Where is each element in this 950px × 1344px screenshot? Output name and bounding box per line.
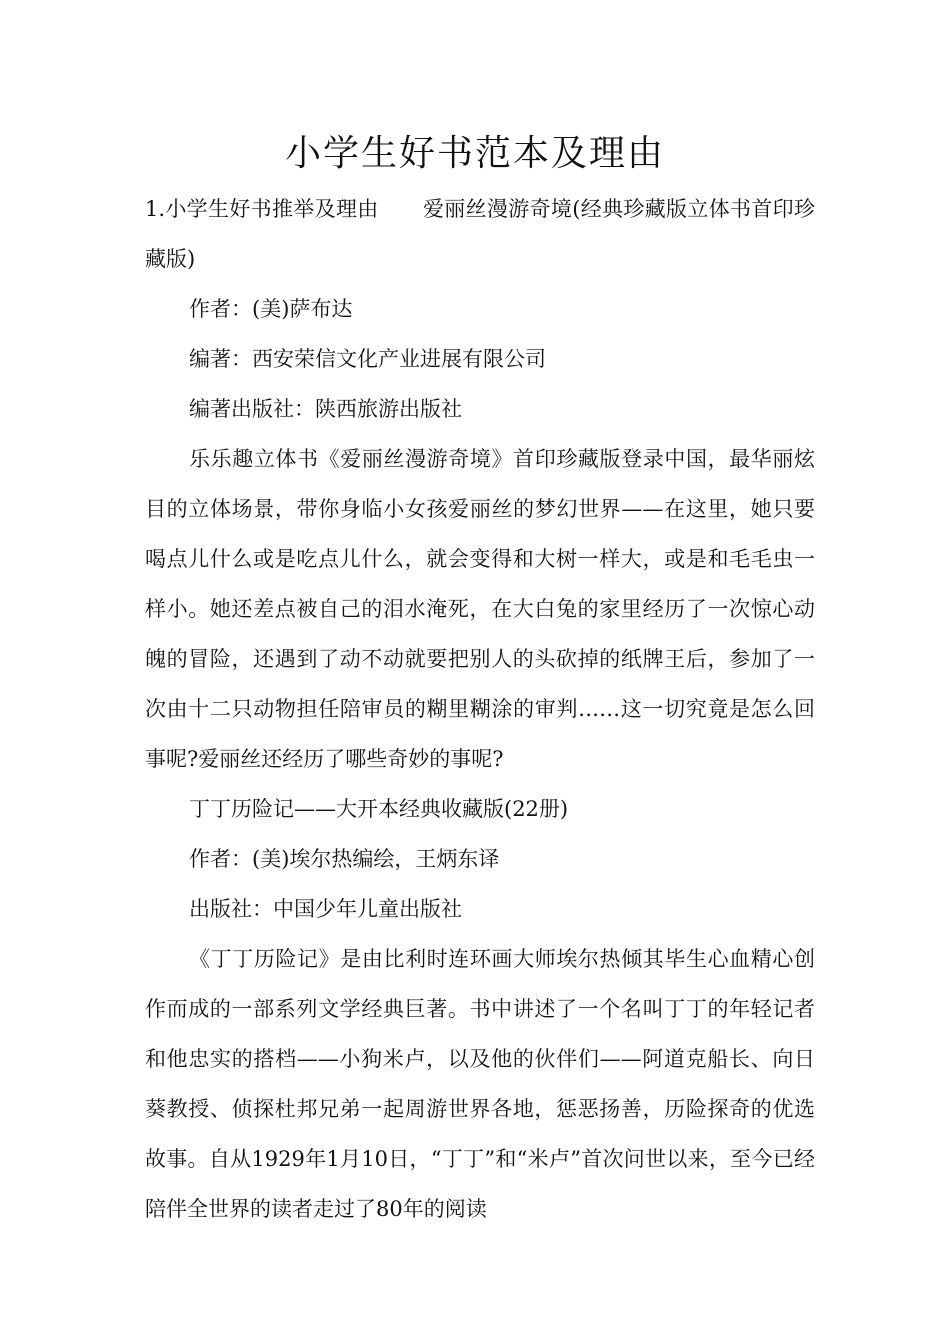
book1-author: 作者：(美)萨布达 — [189, 297, 353, 321]
section1-book-title: 爱丽丝漫游奇境(经典珍藏版立体书首印珍藏版) — [145, 197, 815, 271]
document-title: 小学生好书范本及理由 — [284, 133, 665, 174]
book2-title: 丁丁历险记——大开本经典收藏版(22册) — [189, 797, 569, 821]
section1-heading: 1.小学生好书推举及理由 — [145, 197, 379, 221]
book2-description: 《丁丁历险记》是由比利时连环画大师埃尔热倾其毕生心血精心创作而成的一部系列文学经典巨著。书中讲述了一个名叫丁丁的年轻记者和他忠实的搭档——小狗米卢，以及他的伙伴们——阿道克船长、向日葵教授、侦探杜邦兄弟一起周游世界各地，惩恶扬善，历险探奇的优选故事。自从1929年1月10日，“丁丁”和“米卢”首次问世以来，至今已经陪伴全世界的读者走过了80年的阅读 — [145, 947, 815, 1221]
book2-author: 作者：(美)埃尔热编绘，王炳东译 — [189, 847, 500, 871]
section1-heading-paragraph — [145, 184, 815, 284]
book1-description: 乐乐趣立体书《爱丽丝漫游奇境》首印珍藏版登录中国，最华丽炫目的立体场景，带你身临小女孩爱丽丝的梦幻世界——在这里，她只要喝点儿什么或是吃点儿什么，就会变得和大树一样大，或是和毛毛虫一样小。她还差点被自己的泪水淹死，在大白兔的家里经历了一次惊心动魄的冒险，还遇到了动不动就要把别人的头砍掉的纸牌王后，参加了一次由十二只动物担任陪审员的糊里糊涂的审判……这一切究竟是怎么回事呢?爱丽丝还经历了哪些奇妙的事呢? — [145, 447, 815, 771]
document-body — [145, 184, 815, 1234]
book1-editor: 编著：西安荣信文化产业进展有限公司 — [189, 347, 546, 371]
book1-publisher: 编著出版社：陕西旅游出版社 — [189, 397, 462, 421]
book2-publisher: 出版社：中国少年儿童出版社 — [189, 897, 462, 921]
